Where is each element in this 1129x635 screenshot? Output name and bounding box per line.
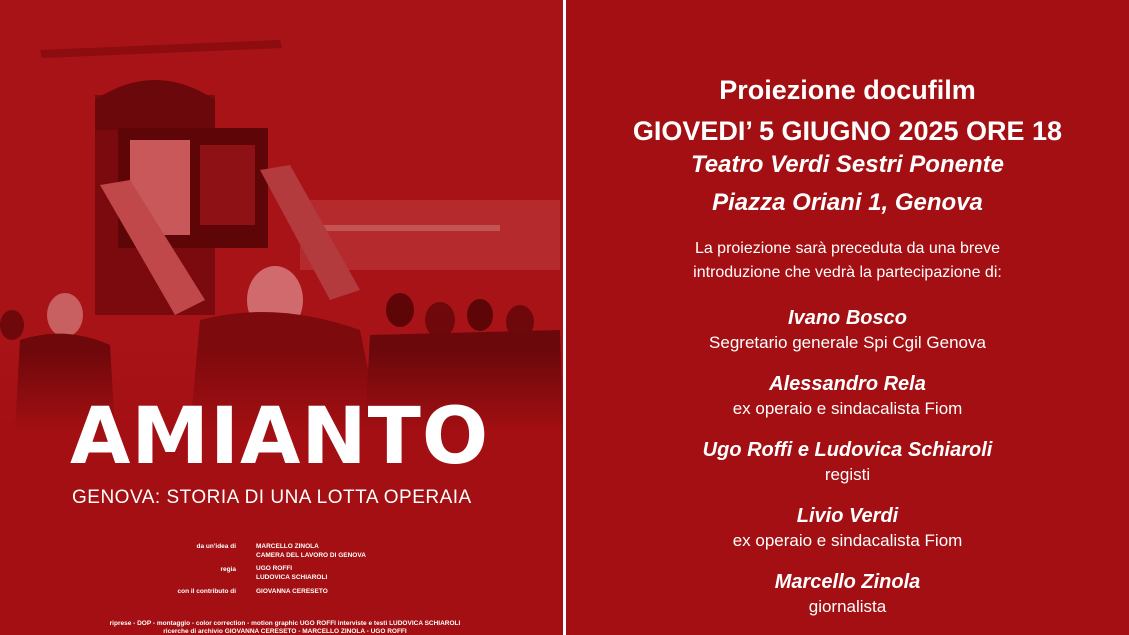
intro-line-2: introduzione che vedrà la partecipazione di:: [693, 264, 1002, 281]
bottom-credit-line-2: ricerche di archivio GIOVANNA CERESETO - MARCELLO ZINOLA - UGO ROFFI: [163, 628, 407, 635]
credit-label-idea: da un'idea di: [196, 543, 236, 550]
speaker-name: Ugo Roffi e Ludovica Schiaroli: [702, 439, 993, 461]
film-title: AMIANTO: [70, 392, 490, 482]
speaker-role: giornalista: [808, 597, 887, 616]
speaker-role: ex operaio e sindacalista Fiom: [732, 399, 963, 418]
event-info-panel: [566, 0, 1129, 635]
credit-idea-line-2: CAMERA DEL LAVORO DI GENOVA: [256, 552, 366, 559]
event-date: GIOVEDI’ 5 GIUGNO 2025 ORE 18: [632, 116, 1063, 146]
event-address: Piazza Oriani 1, Genova: [712, 189, 983, 216]
credit-value-regia: [256, 564, 327, 582]
credit-value-contributo: [256, 587, 328, 596]
speaker-role: registi: [824, 465, 871, 484]
event-heading: Proiezione docufilm: [719, 75, 976, 105]
speaker-role: ex operaio e sindacalista Fiom: [732, 531, 963, 550]
credit-contributo-line-1: GIOVANNA CERESETO: [256, 588, 328, 595]
bottom-credit-line-1: riprese - DOP - montaggio - color correction - motion graphic UGO ROFFI interviste e testi LUDOVICA SCHIAROLI: [109, 620, 461, 627]
credit-regia-line-1: UGO ROFFI: [256, 565, 293, 572]
protest-photo: [0, 0, 563, 635]
credit-regia-line-2: LUDOVICA SCHIAROLI: [256, 574, 328, 581]
speaker-role: Segretario generale Spi Cgil Genova: [709, 333, 986, 352]
film-poster: [0, 0, 563, 635]
film-subtitle: GENOVA: STORIA DI UNA LOTTA OPERAIA: [72, 487, 472, 508]
speaker-name: Marcello Zinola: [774, 571, 921, 593]
speaker-name: Livio Verdi: [796, 505, 899, 527]
credit-label-regia: regia: [220, 566, 236, 573]
credit-idea-line-1: MARCELLO ZINOLA: [256, 543, 319, 550]
event-venue: Teatro Verdi Sestri Ponente: [691, 151, 1004, 178]
credit-value-idea: [256, 542, 366, 560]
credit-label-contributo: con il contributo di: [177, 588, 236, 595]
speaker-name: Alessandro Rela: [769, 373, 926, 395]
intro-line-1: La proiezione sarà preceduta da una breve: [694, 240, 1001, 257]
speaker-name: Ivano Bosco: [788, 307, 907, 329]
